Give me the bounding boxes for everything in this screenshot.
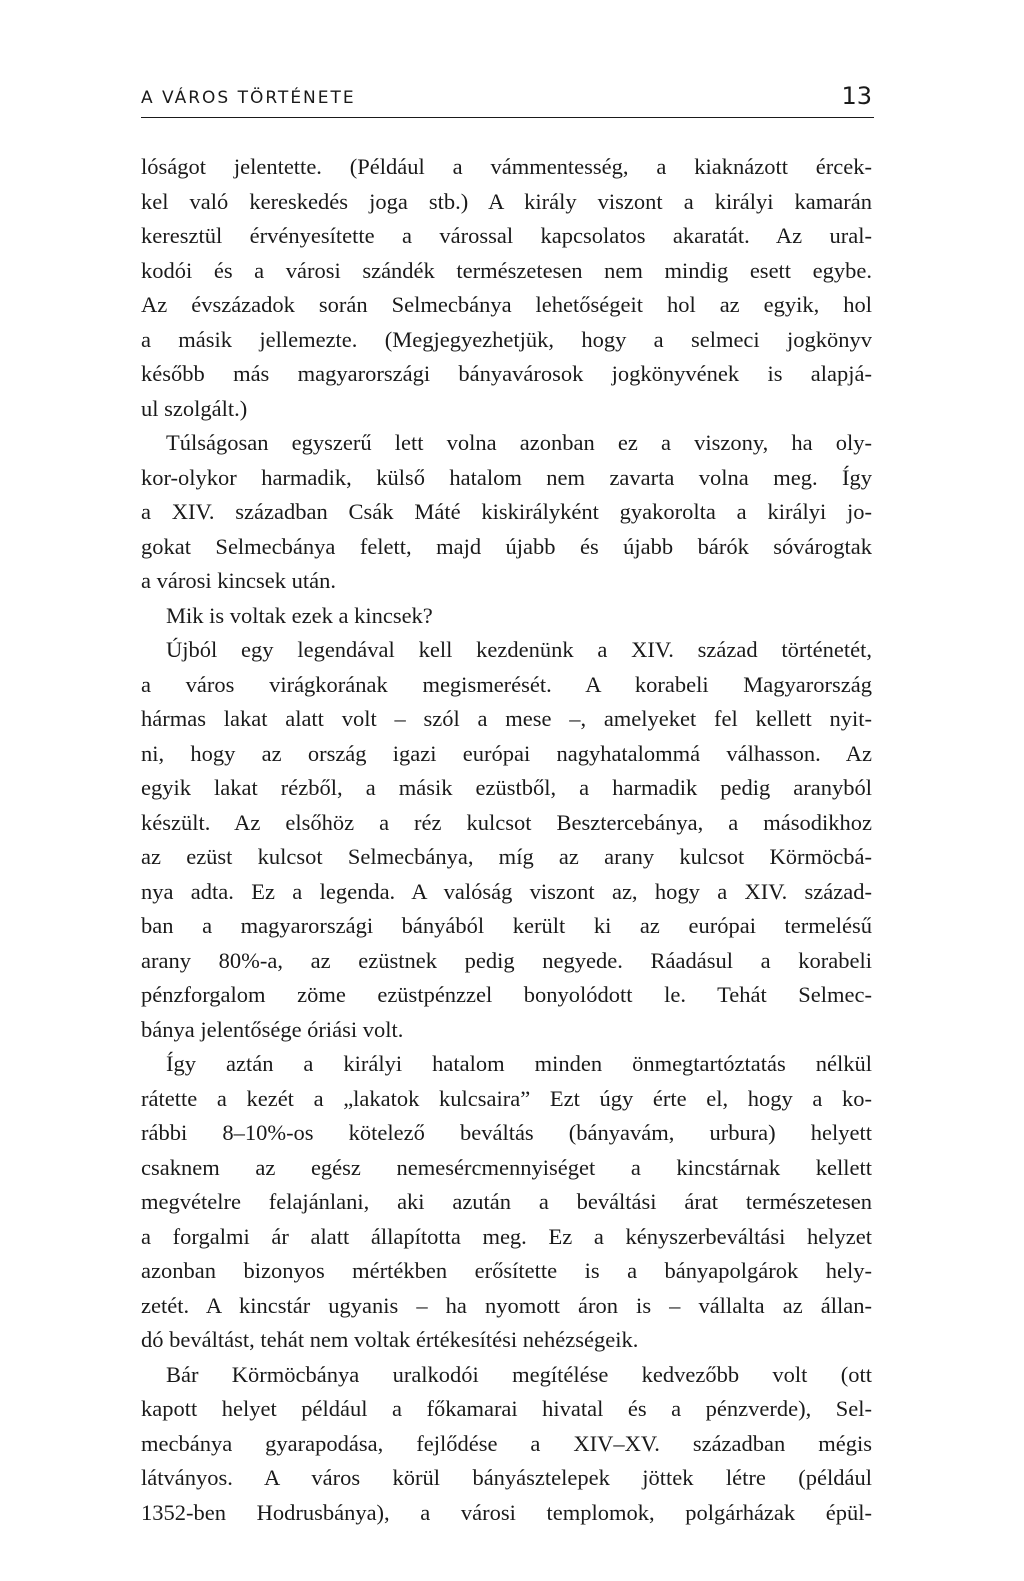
text-line: rábbi 8–10%-os kötelező beváltás (bányavám, urbura) helyett	[141, 1120, 872, 1145]
text-line: kor-olykor harmadik, külső hatalom nem zavarta volna meg. Így	[141, 464, 872, 490]
text-line: nya adta. Ez a legenda. A valóság viszont az, hogy a XIV. század-	[141, 878, 872, 904]
text-line: Így aztán a királyi hatalom minden önmegtartóztatás nélkül	[166, 1051, 872, 1076]
text-line: Újból egy legendával kell kezdenünk a XIV. század történetét,	[166, 637, 872, 662]
text-line: az ezüst kulcsot Selmecbánya, míg az arany kulcsot Körmöcbá-	[141, 844, 872, 869]
text-line: arany 80%-a, az ezüstnek pedig negyede. Ráadásul a korabeli	[141, 947, 872, 973]
text-line: bánya jelentősége óriási volt.	[141, 1016, 404, 1042]
text-line: ul szolgált.)	[141, 395, 248, 421]
text-line: 1352-ben Hodrusbánya), a városi templomok, polgárházak épül-	[141, 1499, 872, 1525]
text-line: csaknem az egész nemesércmennyiséget a kincstárnak kellett	[141, 1154, 872, 1180]
text-line: a másik jellemezte. (Megjegyezhetjük, hogy a selmeci jogkönyv	[141, 326, 872, 352]
text-line: a város virágkorának megismerését. A korabeli Magyarország	[141, 671, 872, 697]
text-line: kapott helyet például a főkamarai hivatal és a pénzverde), Sel-	[141, 1396, 872, 1421]
page-number: 13	[841, 82, 872, 110]
text-line: gokat Selmecbánya felett, majd újabb és újabb bárók sóvárogtak	[141, 533, 872, 559]
text-line: rátette a kezét a „lakatok kulcsaira” Ezt úgy érte el, hogy a ko-	[141, 1085, 872, 1111]
text-line: lóságot jelentette. (Például a vámmentesség, a kiaknázott ércek-	[141, 154, 872, 179]
text-line: a városi kincsek után.	[141, 568, 336, 593]
body-text	[141, 150, 872, 1530]
text-line: dó beváltást, tehát nem voltak értékesítési nehézségeik.	[141, 1327, 639, 1352]
text-line: pénzforgalom zöme ezüstpénzzel bonyolódott le. Tehát Selmec-	[141, 982, 872, 1007]
text-line: a XIV. században Csák Máté kiskirályként gyakorolta a királyi jo-	[141, 499, 872, 524]
text-line: azonban bizonyos mértékben erősítette is a bányapolgárok hely-	[141, 1258, 872, 1283]
text-line: kel való kereskedés joga stb.) A király viszont a királyi kamarán	[141, 188, 872, 214]
text-line: Bár Körmöcbánya uralkodói megítélése kedvezőbb volt (ott	[166, 1361, 872, 1387]
text-line: megvételre felajánlani, aki azután a beváltási árat természetesen	[141, 1189, 872, 1214]
section-title: A VÁROS TÖRTÉNETE	[141, 88, 356, 108]
text-line: hármas lakat alatt volt – szól a mese –, amelyeket fel kellett nyit-	[141, 706, 872, 731]
text-line: mecbánya gyarapodása, fejlődése a XIV–XV. században mégis	[141, 1430, 872, 1456]
header-rule	[141, 117, 874, 118]
text-line: ni, hogy az ország igazi európai nagyhatalommá válhasson. Az	[141, 740, 872, 766]
text-line: látványos. A város körül bányásztelepek jöttek létre (például	[141, 1465, 872, 1490]
text-line: a forgalmi ár alatt állapította meg. Ez a kényszerbeváltási helyzet	[141, 1223, 872, 1249]
running-head	[141, 78, 872, 118]
text-line: Az évszázadok során Selmecbánya lehetőségeit hol az egyik, hol	[141, 292, 872, 317]
text-line: Mik is voltak ezek a kincsek?	[166, 602, 433, 628]
text-line: készült. Az elsőhöz a réz kulcsot Besztercebánya, a másodikhoz	[141, 809, 872, 835]
text-line: kodói és a városi szándék természetesen nem mindig esett egybe.	[141, 257, 872, 283]
text-line: ban a magyarországi bányából került ki az európai termelésű	[141, 913, 872, 938]
text-line: később más magyarországi bányavárosok jogkönyvének is alapjá-	[141, 361, 872, 386]
text-line: egyik lakat rézből, a másik ezüstből, a harmadik pedig aranyból	[141, 775, 872, 800]
text-line: Túlságosan egyszerű lett volna azonban ez a viszony, ha oly-	[166, 430, 872, 455]
text-line: keresztül érvényesítette a várossal kapcsolatos akaratát. Az ural-	[141, 223, 872, 248]
text-line: zetét. A kincstár ugyanis – ha nyomott áron is – vállalta az állan-	[141, 1292, 872, 1318]
